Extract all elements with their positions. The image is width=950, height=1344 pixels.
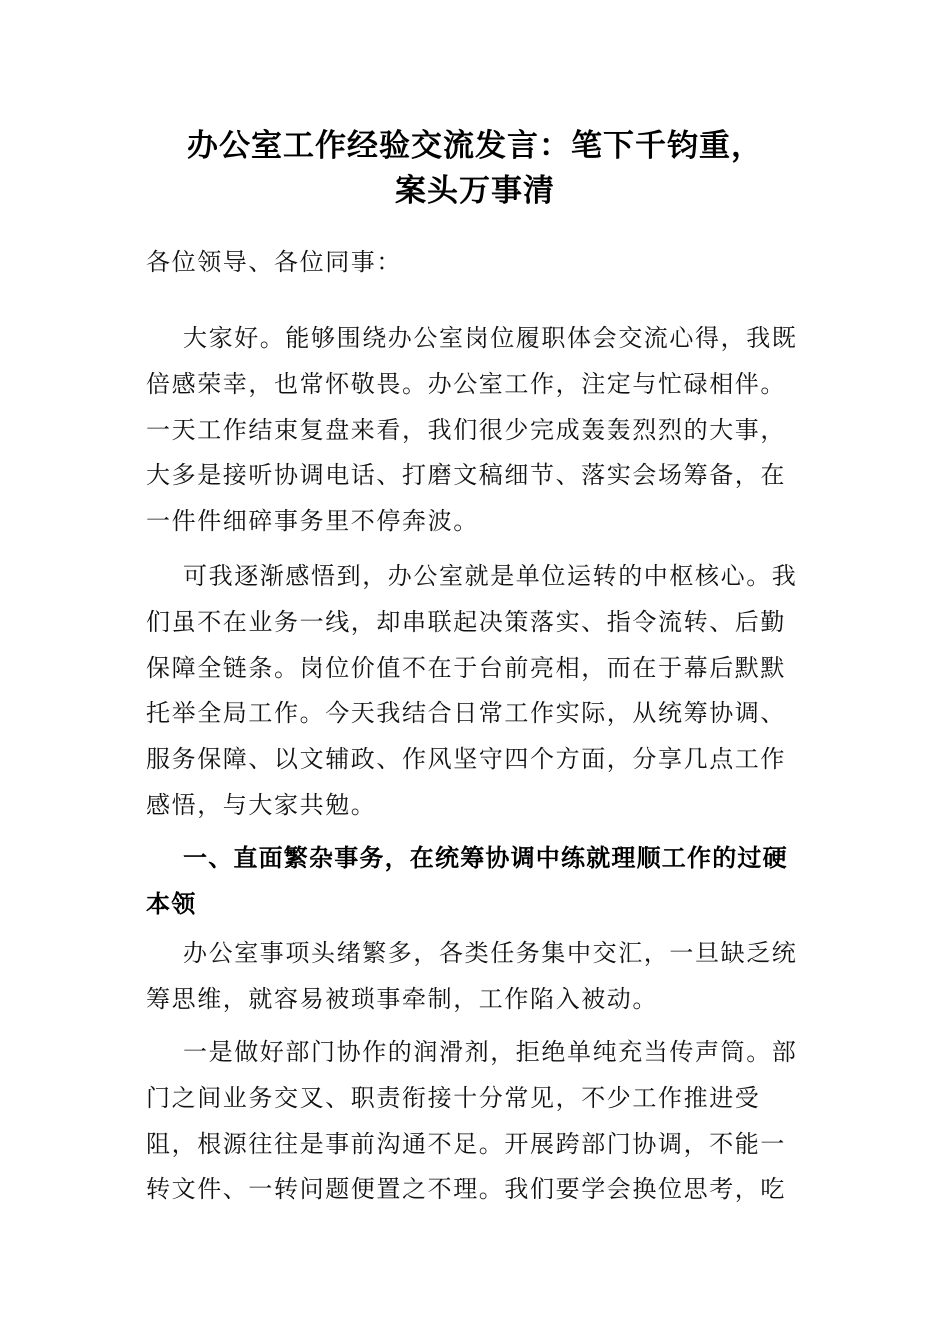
heading-line: 本领 (146, 889, 197, 918)
paragraph-line: 们虽不在业务一线，却串联起决策落实、指令流转、后勤 (146, 607, 786, 636)
paragraph-line: 办公室事项头绪繁多，各类任务集中交汇，一旦缺乏统 (183, 939, 798, 967)
paragraph-line: 感悟，与大家共勉。 (146, 790, 377, 819)
paragraph-point-one (146, 1030, 802, 1213)
paragraph-line: 一是做好部门协作的润滑剂，拒绝单纯充当传声筒。部 (183, 1038, 798, 1066)
paragraph-line: 大多是接听协调电话、打磨文稿细节、落实会场筹备，在 (146, 461, 786, 490)
paragraph-line: 服务保障、以文辅政、作风坚守四个方面，分享几点工作 (146, 745, 786, 774)
section-heading-1 (146, 836, 802, 928)
paragraph-line: 阻，根源往往是事前沟通不足。开展跨部门协调，不能一 (146, 1129, 786, 1158)
paragraph-line: 保障全链条。岗位价值不在于台前亮相，而在于幕后默默 (146, 653, 786, 682)
document-title-line-2: 案头万事清 (395, 173, 555, 209)
paragraph-line: 门之间业务交叉、职责衔接十分常见，不少工作推进受 (146, 1083, 761, 1112)
paragraph-line: 托举全局工作。今天我结合日常工作实际，从统筹协调、 (146, 699, 786, 728)
paragraph-line: 筹思维，就容易被琐事牵制，工作陷入被动。 (146, 984, 658, 1013)
heading-line: 一、直面繁杂事务，在统筹协调中练就理顺工作的过硬 (183, 844, 788, 872)
greeting: 各位领导、各位同事： (146, 248, 402, 276)
paragraph-line: 倍感荣幸，也常怀敬畏。办公室工作，注定与忙碌相伴。 (146, 369, 786, 398)
paragraph-line: 转文件、一转问题便置之不理。我们要学会换位思考，吃 (146, 1175, 786, 1204)
paragraph-line: 一件件细碎事务里不停奔波。 (146, 507, 479, 536)
paragraph-section-intro (146, 931, 802, 1023)
paragraph-line: 大家好。能够围绕办公室岗位履职体会交流心得，我既 (183, 324, 798, 352)
paragraph-core-role (146, 554, 802, 829)
paragraph-line: 可我逐渐感悟到，办公室就是单位运转的中枢核心。我 (183, 562, 798, 590)
document-title-line-1: 办公室工作经验交流发言：笔下千钧重， (187, 128, 763, 164)
paragraph-opening (146, 316, 802, 545)
paragraph-line: 一天工作结束复盘来看，我们很少完成轰轰烈烈的大事， (146, 415, 786, 444)
